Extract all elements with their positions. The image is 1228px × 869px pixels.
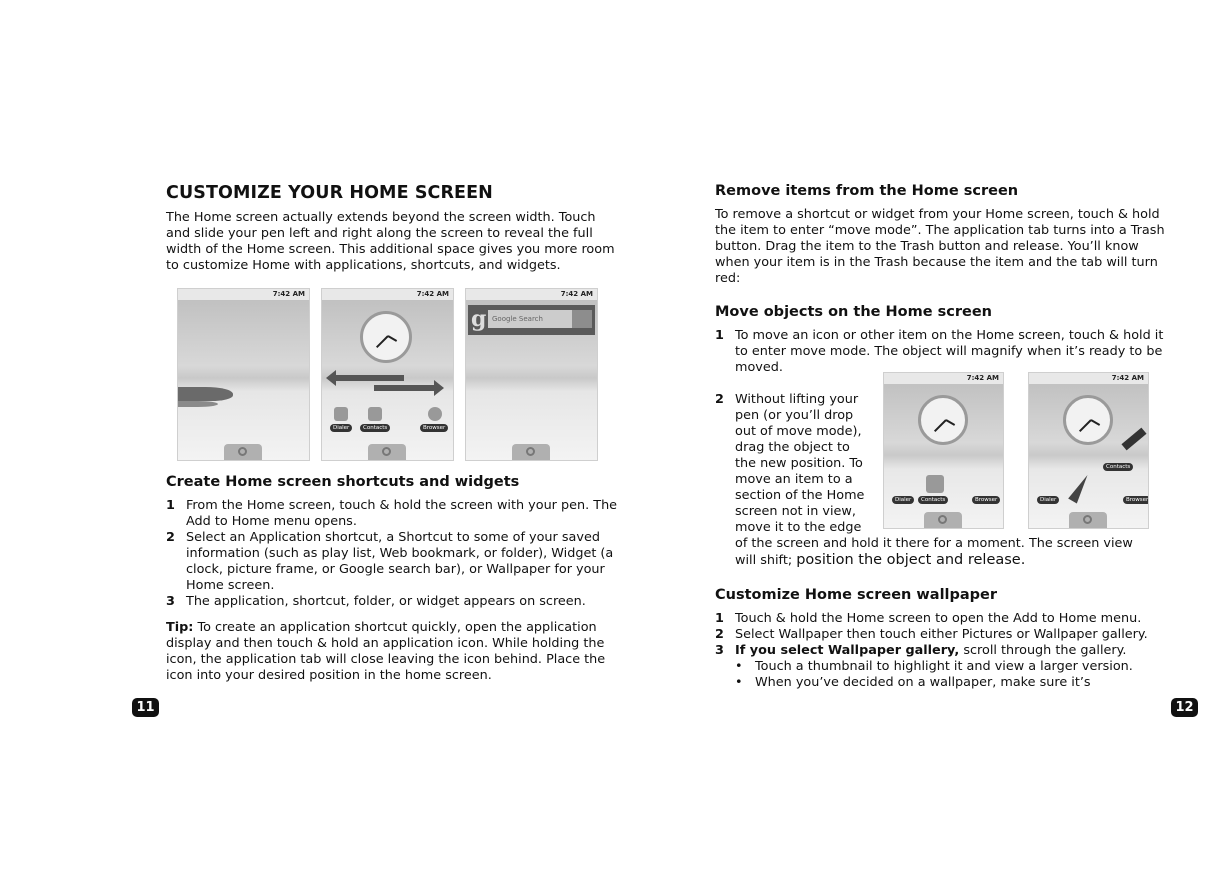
browser-label: Browser [420, 424, 448, 432]
app-tab [368, 444, 406, 460]
island-graphic [178, 387, 233, 401]
list-item: • Touch a thumbnail to highlight it and view a larger version. [735, 659, 1133, 674]
move-screenshot-2 [1028, 372, 1149, 529]
list-item: 2 Select an Application shortcut, a Shortcut to some of your saved information (such as play list, Web bookmark, or folder), Widget (a clock, picture frame, or Google search bar), or Wallpaper for your Home screen. [166, 530, 614, 593]
section-title: Move objects on the Home screen [715, 304, 993, 320]
status-bar: 7:42 AM [322, 289, 453, 300]
list-item: 1 To move an icon or other item on the Home screen, touch & hold it to enter move mode. The object will magnify when it’s ready to be moved. [715, 328, 1164, 375]
shortcuts-section [166, 474, 618, 684]
status-bar: 7:42 AM [884, 373, 1003, 384]
dialer-label: Dialer [330, 424, 352, 432]
tip-paragraph: Tip: To create an application shortcut quickly, open the application display and then touch & hold an application icon. While holding the icon, the application tab will close leaving the icon behind. Place the icon into your desired position in the home screen. [166, 620, 606, 683]
dialer-icon [334, 407, 348, 421]
app-tab [224, 444, 262, 460]
contacts-icon [926, 475, 944, 493]
list-item: 2 Select Wallpaper then touch either Pictures or Wallpaper gallery. [715, 627, 1148, 642]
status-bar: 7:42 AM [466, 289, 597, 300]
wallpaper-bullets [715, 659, 1175, 691]
list-item: 2 Without lifting your pen (or you’ll drop out of move mode), drag the object to the new position. To move an item to a section of the Home screen not in view, move it to the edge of the screen and hold it there for a moment. The screen view will shift; position the object and release. [715, 392, 1133, 568]
section-title: Customize Home screen wallpaper [715, 587, 998, 603]
remove-paragraph: To remove a shortcut or widget from your Home screen, touch & hold the item to enter “move mode”. The application tab turns into a Trash button. Drag the item to the Trash button and release. You’ll know when your item is in the Trash because the item and the tab will turn red: [715, 207, 1165, 286]
contacts-label: Contacts [360, 424, 390, 432]
list-item: 1 Touch & hold the Home screen to open the Add to Home menu. [715, 611, 1142, 626]
clock-widget [1063, 395, 1113, 445]
left-page [166, 183, 618, 684]
home-screenshot-search [465, 288, 598, 461]
search-icon [572, 310, 592, 328]
search-input: Google Search [488, 310, 572, 328]
clock-widget [360, 311, 412, 363]
steps-list [166, 498, 618, 610]
status-bar: 7:42 AM [1029, 373, 1148, 384]
wallpaper-steps [715, 611, 1175, 659]
app-tab [924, 512, 962, 528]
stylus-icon [1121, 428, 1146, 451]
dialer-label: Dialer [892, 496, 914, 504]
status-bar: 7:42 AM [178, 289, 309, 300]
arrow-left-icon [336, 375, 404, 381]
browser-label: Browser [972, 496, 1000, 504]
island-graphic [178, 401, 218, 407]
wallpaper-section [715, 587, 1175, 691]
app-tab [512, 444, 550, 460]
dialer-label: Dialer [1037, 496, 1059, 504]
list-item: 3 If you select Wallpaper gallery, scroll through the gallery. [715, 643, 1127, 658]
section-title: Create Home screen shortcuts and widgets [166, 474, 520, 490]
contacts-label: Contacts [1103, 463, 1133, 471]
clock-widget [918, 395, 968, 445]
section-title: Remove items from the Home screen [715, 183, 1019, 199]
list-item: • When you’ve decided on a wallpaper, make sure it’s [735, 675, 1091, 690]
home-screenshots [177, 288, 618, 459]
list-item: 1 From the Home screen, touch & hold the screen with your pen. The Add to Home menu opens. [166, 498, 618, 529]
contacts-icon [368, 407, 382, 421]
page-number: 11 [132, 698, 159, 717]
home-screenshot-plain [177, 288, 310, 461]
contacts-label: Contacts [918, 496, 948, 504]
page-title: CUSTOMIZE YOUR HOME SCREEN [166, 183, 493, 203]
home-screenshot-clock [321, 288, 454, 461]
list-item: 3 The application, shortcut, folder, or widget appears on screen. [166, 594, 586, 609]
browser-icon [428, 407, 442, 421]
google-logo-icon: g [471, 306, 487, 332]
page-number: 12 [1171, 698, 1198, 717]
app-tab [1069, 512, 1107, 528]
app-shortcuts [328, 407, 447, 433]
browser-label: Browser [1123, 496, 1149, 504]
app-shortcuts [890, 479, 997, 505]
intro-paragraph: The Home screen actually extends beyond the screen width. Touch and slide your pen left and right along the screen to reveal the full width of the Home screen. This additional space gives you more room to customize Home with applications, shortcuts, and widgets. [166, 210, 615, 273]
google-search-widget [468, 305, 595, 335]
move-screenshot-1 [883, 372, 1004, 529]
arrow-right-icon [374, 385, 434, 391]
